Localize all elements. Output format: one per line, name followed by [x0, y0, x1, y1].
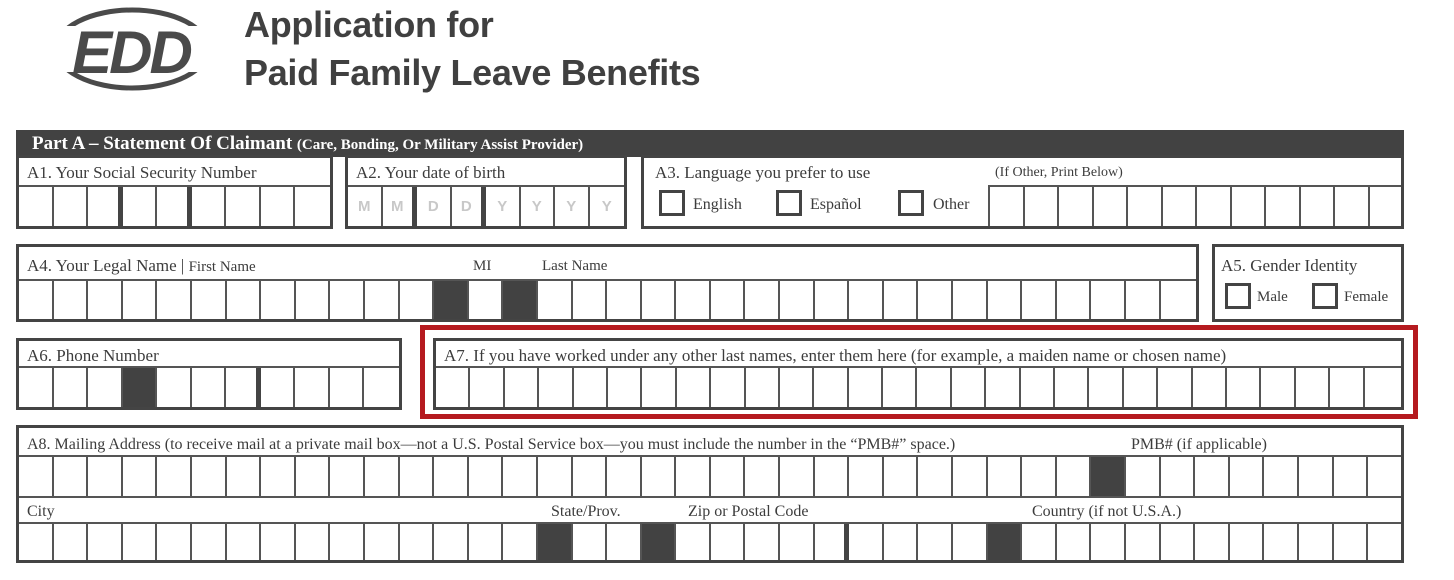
- char-cell[interactable]: [1163, 187, 1198, 226]
- char-cell[interactable]: [815, 281, 850, 319]
- first-name-label: First Name: [188, 259, 256, 275]
- part-subtitle: (Care, Bonding, Or Military Assist Provider): [296, 137, 584, 153]
- last-name-label: Last Name: [542, 258, 608, 274]
- char-cell[interactable]: [745, 281, 780, 319]
- char-cell[interactable]: [1264, 457, 1299, 496]
- part-a-header: [16, 130, 1404, 157]
- other-label: Other: [933, 196, 970, 213]
- svg-text:EDD: EDD: [72, 19, 190, 86]
- char-cell[interactable]: [19, 368, 54, 407]
- char-cell[interactable]: [88, 524, 123, 560]
- char-cell[interactable]: [607, 281, 642, 319]
- char-cell[interactable]: [1195, 457, 1230, 496]
- a1-ssn-box: [16, 155, 333, 229]
- char-cell[interactable]: [192, 524, 227, 560]
- char-cell[interactable]: [123, 457, 158, 496]
- char-cell[interactable]: [1128, 187, 1163, 226]
- a3-label: A3. Language you prefer to use: [655, 163, 871, 182]
- char-cell[interactable]: [227, 457, 262, 496]
- char-cell[interactable]: [192, 368, 227, 407]
- other-checkbox[interactable]: [898, 190, 924, 216]
- char-cell[interactable]: [1022, 457, 1057, 496]
- char-cell[interactable]: [849, 524, 884, 560]
- char-cell[interactable]: [1195, 524, 1230, 560]
- char-cell[interactable]: [538, 524, 573, 560]
- char-cell[interactable]: [88, 281, 123, 319]
- char-cell[interactable]: [988, 281, 1023, 319]
- char-cell[interactable]: [1126, 281, 1161, 319]
- char-cell[interactable]: [918, 524, 953, 560]
- char-cell[interactable]: [157, 524, 192, 560]
- state-label: State/Prov.: [551, 503, 621, 520]
- char-cell[interactable]: [417, 187, 452, 226]
- char-cell[interactable]: [573, 457, 608, 496]
- char-cell[interactable]: [54, 368, 89, 407]
- a4-label: A4. Your Legal Name | First Name: [27, 256, 256, 275]
- char-cell[interactable]: [745, 457, 780, 496]
- pmb-label: PMB# (if applicable): [1131, 436, 1267, 453]
- dob-hint: Y: [601, 198, 612, 215]
- char-cell[interactable]: [711, 524, 746, 560]
- char-cell[interactable]: [884, 281, 919, 319]
- char-cell[interactable]: [815, 457, 850, 496]
- char-cell[interactable]: [54, 281, 89, 319]
- char-cell[interactable]: [54, 524, 89, 560]
- char-cell[interactable]: [711, 281, 746, 319]
- char-cell[interactable]: [469, 281, 504, 319]
- char-cell[interactable]: [123, 187, 158, 226]
- char-cell[interactable]: [711, 457, 746, 496]
- dob-input[interactable]: [348, 187, 624, 226]
- female-label: Female: [1344, 289, 1389, 305]
- char-cell[interactable]: [261, 457, 296, 496]
- char-cell[interactable]: [1299, 524, 1334, 560]
- char-cell[interactable]: [676, 524, 711, 560]
- title-line-2: Paid Family Leave Benefits: [244, 52, 701, 93]
- char-cell[interactable]: [1334, 524, 1369, 560]
- char-cell[interactable]: [296, 281, 331, 319]
- char-cell[interactable]: [1334, 457, 1369, 496]
- char-cell[interactable]: [19, 457, 54, 496]
- char-cell[interactable]: [157, 457, 192, 496]
- char-cell[interactable]: [642, 457, 677, 496]
- char-cell[interactable]: [1126, 457, 1161, 496]
- city-state-zip-input[interactable]: [19, 524, 1403, 560]
- char-cell[interactable]: [54, 187, 89, 226]
- char-cell[interactable]: [434, 281, 469, 319]
- char-cell[interactable]: [88, 187, 123, 226]
- a8-mailing-address-box: [16, 425, 1404, 563]
- char-cell[interactable]: [1094, 187, 1129, 226]
- char-cell[interactable]: [849, 457, 884, 496]
- char-cell[interactable]: [434, 524, 469, 560]
- ssn-input[interactable]: [19, 187, 330, 226]
- char-cell[interactable]: [607, 457, 642, 496]
- char-cell[interactable]: [953, 281, 988, 319]
- char-cell[interactable]: [226, 187, 261, 226]
- char-cell[interactable]: [538, 281, 573, 319]
- char-cell[interactable]: [642, 524, 677, 560]
- char-cell[interactable]: [123, 281, 158, 319]
- char-cell[interactable]: [192, 281, 227, 319]
- char-cell[interactable]: [348, 187, 383, 226]
- char-cell[interactable]: [503, 457, 538, 496]
- dob-hint: D: [427, 198, 439, 215]
- char-cell[interactable]: [953, 524, 988, 560]
- char-cell[interactable]: [573, 524, 608, 560]
- a4-separator: |: [180, 256, 185, 275]
- char-cell[interactable]: [1025, 187, 1060, 226]
- char-cell[interactable]: [1161, 524, 1196, 560]
- english-checkbox[interactable]: [659, 190, 685, 216]
- char-cell[interactable]: [330, 524, 365, 560]
- char-cell[interactable]: [261, 281, 296, 319]
- char-cell[interactable]: [1335, 187, 1370, 226]
- char-cell[interactable]: [227, 281, 262, 319]
- char-cell[interactable]: [590, 187, 625, 226]
- char-cell[interactable]: [953, 457, 988, 496]
- dob-hint: Y: [531, 198, 542, 215]
- char-cell[interactable]: [469, 524, 504, 560]
- char-cell[interactable]: [1266, 187, 1301, 226]
- char-cell[interactable]: [19, 281, 54, 319]
- a4-legal-name-box: [16, 244, 1199, 322]
- char-cell[interactable]: [1301, 187, 1336, 226]
- char-cell[interactable]: [1370, 187, 1405, 226]
- char-cell[interactable]: [261, 368, 296, 407]
- char-cell[interactable]: [19, 524, 54, 560]
- a2-dob-box: [345, 155, 627, 229]
- char-cell[interactable]: [1057, 281, 1092, 319]
- char-cell[interactable]: [573, 281, 608, 319]
- dob-hint: D: [460, 198, 472, 215]
- dob-hint: M: [391, 198, 404, 215]
- female-checkbox[interactable]: [1312, 283, 1338, 309]
- char-cell[interactable]: [295, 368, 330, 407]
- char-cell[interactable]: [538, 457, 573, 496]
- char-cell[interactable]: [1022, 281, 1057, 319]
- char-cell[interactable]: [884, 457, 919, 496]
- char-cell[interactable]: [1091, 281, 1126, 319]
- char-cell[interactable]: [330, 368, 365, 407]
- char-cell[interactable]: [555, 187, 590, 226]
- char-cell[interactable]: [364, 368, 399, 407]
- part-title: Part A – Statement Of Claimant: [32, 133, 293, 154]
- char-cell[interactable]: [330, 281, 365, 319]
- char-cell[interactable]: [990, 187, 1025, 226]
- char-cell[interactable]: [192, 187, 227, 226]
- address-input[interactable]: [19, 457, 1403, 496]
- a1-label: A1. Your Social Security Number: [27, 163, 257, 182]
- country-label: Country (if not U.S.A.): [1032, 503, 1182, 520]
- char-cell[interactable]: [295, 187, 330, 226]
- other-language-input[interactable]: [988, 187, 1404, 226]
- a7-highlight-frame: [420, 325, 1418, 419]
- char-cell[interactable]: [296, 524, 331, 560]
- char-cell[interactable]: [19, 187, 54, 226]
- char-cell[interactable]: [400, 457, 435, 496]
- char-cell[interactable]: [1059, 187, 1094, 226]
- char-cell[interactable]: [1161, 457, 1196, 496]
- dob-hint: Y: [566, 198, 577, 215]
- city-label: City: [27, 503, 55, 520]
- char-cell[interactable]: [123, 524, 158, 560]
- char-cell[interactable]: [918, 281, 953, 319]
- english-label: English: [693, 196, 742, 213]
- char-cell[interactable]: [642, 281, 677, 319]
- char-cell[interactable]: [1057, 524, 1092, 560]
- mi-label: MI: [473, 258, 492, 274]
- char-cell[interactable]: [780, 281, 815, 319]
- char-cell[interactable]: [1230, 457, 1265, 496]
- char-cell[interactable]: [918, 457, 953, 496]
- a8-label: A8. Mailing Address (to receive mail at a private mail box—not a U.S. Postal Service box—you must include the number in the “PMB#” space.): [27, 436, 956, 453]
- a3-note: (If Other, Print Below): [995, 165, 1123, 180]
- char-cell[interactable]: [88, 368, 123, 407]
- char-cell[interactable]: [383, 187, 418, 226]
- char-cell[interactable]: [676, 281, 711, 319]
- char-cell[interactable]: [521, 187, 556, 226]
- char-cell[interactable]: [452, 187, 487, 226]
- espanol-checkbox[interactable]: [776, 190, 802, 216]
- char-cell[interactable]: [1091, 457, 1126, 496]
- char-cell[interactable]: [123, 368, 158, 407]
- char-cell[interactable]: [88, 457, 123, 496]
- dob-hint: M: [358, 198, 371, 215]
- char-cell[interactable]: [780, 457, 815, 496]
- char-cell[interactable]: [261, 187, 296, 226]
- char-cell[interactable]: [1368, 457, 1403, 496]
- edd-logo: [50, 6, 212, 92]
- char-cell[interactable]: [1299, 457, 1334, 496]
- dob-hint: Y: [497, 198, 508, 215]
- char-cell[interactable]: [1197, 187, 1232, 226]
- char-cell[interactable]: [1161, 281, 1196, 319]
- char-cell[interactable]: [400, 281, 435, 319]
- char-cell[interactable]: [607, 524, 642, 560]
- char-cell[interactable]: [227, 524, 262, 560]
- char-cell[interactable]: [400, 524, 435, 560]
- espanol-label: Español: [810, 196, 862, 213]
- phone-input[interactable]: [19, 368, 399, 407]
- char-cell[interactable]: [780, 524, 815, 560]
- char-cell[interactable]: [1057, 457, 1092, 496]
- char-cell[interactable]: [1022, 524, 1057, 560]
- a3-language-box: [641, 155, 1404, 229]
- char-cell[interactable]: [296, 457, 331, 496]
- char-cell[interactable]: [1232, 187, 1267, 226]
- zip-label: Zip or Postal Code: [688, 503, 809, 520]
- char-cell[interactable]: [1264, 524, 1299, 560]
- char-cell[interactable]: [849, 281, 884, 319]
- char-cell[interactable]: [1091, 524, 1126, 560]
- char-cell[interactable]: [884, 524, 919, 560]
- char-cell[interactable]: [261, 524, 296, 560]
- a5-label: A5. Gender Identity: [1221, 256, 1358, 275]
- male-label: Male: [1257, 289, 1288, 305]
- char-cell[interactable]: [192, 457, 227, 496]
- char-cell[interactable]: [157, 281, 192, 319]
- char-cell[interactable]: [503, 281, 538, 319]
- char-cell[interactable]: [226, 368, 261, 407]
- char-cell[interactable]: [486, 187, 521, 226]
- char-cell[interactable]: [157, 187, 192, 226]
- char-cell[interactable]: [988, 457, 1023, 496]
- char-cell[interactable]: [988, 524, 1023, 560]
- char-cell[interactable]: [365, 524, 400, 560]
- char-cell[interactable]: [54, 457, 89, 496]
- char-cell[interactable]: [1368, 524, 1403, 560]
- legal-name-input[interactable]: [19, 281, 1195, 319]
- char-cell[interactable]: [365, 457, 400, 496]
- char-cell[interactable]: [434, 457, 469, 496]
- char-cell[interactable]: [365, 281, 400, 319]
- a6-phone-box: [16, 338, 402, 410]
- a6-label: A6. Phone Number: [27, 346, 159, 365]
- a7-label: A7. If you have worked under any other last names, enter them here (for example, a maiden name or chosen name): [444, 346, 1227, 365]
- char-cell[interactable]: [676, 457, 711, 496]
- title-line-1: Application for: [244, 4, 494, 45]
- char-cell[interactable]: [815, 524, 850, 560]
- male-checkbox[interactable]: [1225, 283, 1251, 309]
- char-cell[interactable]: [503, 524, 538, 560]
- char-cell[interactable]: [157, 368, 192, 407]
- char-cell[interactable]: [469, 457, 504, 496]
- char-cell[interactable]: [1230, 524, 1265, 560]
- char-cell[interactable]: [330, 457, 365, 496]
- a2-label: A2. Your date of birth: [356, 163, 506, 182]
- char-cell[interactable]: [1126, 524, 1161, 560]
- a5-gender-box: [1212, 244, 1404, 322]
- char-cell[interactable]: [745, 524, 780, 560]
